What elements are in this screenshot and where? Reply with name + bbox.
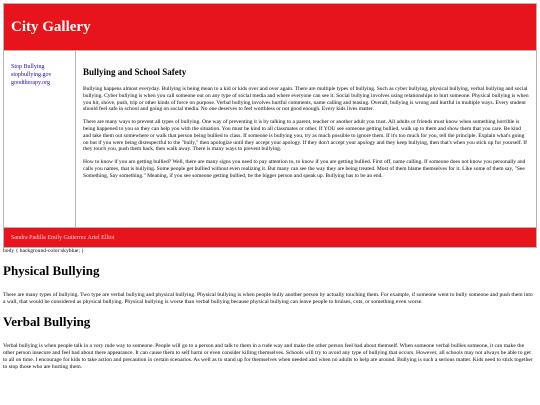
raw-css-text: body { background-color:skyblue; }	[3, 248, 85, 254]
sidebar-link-stopbullying-gov[interactable]: stopbullying.gov	[11, 72, 52, 78]
article-paragraph: How to know if you are getting bullied? Well, there are many signs you need to pay attention to, to know if you are getting bullied. First off, name calling. If someone does not know you personally and calls you names, that is bullying. Some people get bullied without even realizing it. But many can see the way they are being treated. Most of them blame themselves for it. Like some of them say, "See Something, Say something." Meaning, if you see someone getting bullied, be the bigger person and speak up. Bullying has to be an end.	[83, 159, 526, 179]
site-title: City Gallery	[11, 18, 91, 35]
article-paragraph: Bullying happens almost everyday. Bullying is being mean to a kid or kids over and over again. There are multiple types of bullying. Such as cyber bullying, physical bullying, verbal bullying and social bullying. Cyber bullying is when you call someone out on any type of social media and where everyone can see it. Social bullying involves using relationships to hurt someone. Physical bullying is when you hit, shove, push, trip or other kinds of force on purpose. Verbal bullying involves hurtful comments, name calling and teasing. Overall, bullying is wrong and hurtful in multiple ways. Every student should feel safe in school and going on social media. No one deserves to feel worthless or not good enough. Every kids lives matter.	[83, 86, 529, 113]
page-frame	[3, 3, 537, 248]
sidebar-link-goodtherapy[interactable]: goodtherapy.org	[11, 80, 50, 86]
unstyled-section	[3, 248, 533, 379]
section-heading-verbal: Verbal Bullying	[3, 314, 91, 329]
main-row	[4, 51, 536, 227]
section-text-physical: There are many types of bullying. Two type are verbal bullying and physical bullying. Physical bullying is when people bully another person by actually touching them. For example, if someone went to bully someone and push them into a wall, that would be considered as physical bullying. Physical bullying is worse than verbal bullying because physical bullying can leave people to bruises, cuts, or something even worse.	[3, 292, 533, 305]
sidebar-link-stop-bullying[interactable]: Stop Bullying	[11, 64, 45, 70]
section-text-verbal: Verbal bullying is when people talk in a very rude way to someone. People will go to a person and talk to them in a rude way and make the other person feel bad about themself. When someone verbal bullies someone, it can make the other person insecure and feel bad about there appearance. It can cause them to self harm or even consider killing themselves. Schools will try to avoid any type of bullying that occurs. However, all schools may not always be able to get to all on time. I encourage for kids to take action and precaution in certain scenarios. As well as to stand up for themselves when needed and when no adults to help are around. Bullying is such a serious matter. Kids need to stick together to stop those who are hurting them.	[3, 343, 533, 370]
section-heading-physical: Physical Bullying	[3, 263, 100, 278]
site-header	[4, 4, 536, 51]
sidebar	[4, 51, 76, 227]
site-footer	[4, 227, 536, 247]
article	[76, 51, 536, 227]
article-paragraph: There are many ways to prevent all types of bullying. One way of preventing it is by talking to a parent, teacher or another adult you trust. All adults or friends must know when something horrible is being happened to you so they can help you with the situation. You must be kind to all classmates or other. If YOU see someone getting bullied, walk up to them and show them that you care. Be kind and take them out somewhere or walk that person being bullied to class. If someone is bullying you, try as much possible to ignore them. If it's too much for you, tell the principle. Explain what's going on but if you were being disrespectful to the "bully," then apologize until they accept your apology. If they don't accept your apology and they keep bullying, then that's when you stick up for yourself. If they touch you, push them back, then walk away. There is many ways to prevent bullying.	[83, 119, 527, 153]
footer-credits: Sandra Padilla Emily Gutierrez Ariel Elliot	[11, 234, 115, 241]
article-title: Bullying and School Safety	[83, 67, 187, 77]
